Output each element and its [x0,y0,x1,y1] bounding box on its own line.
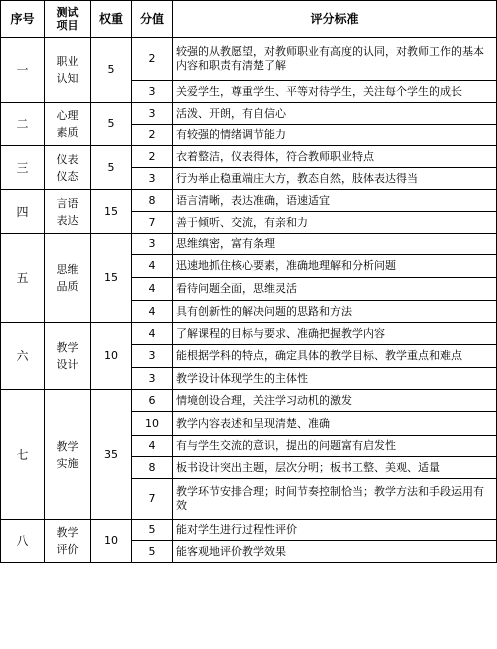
row-score: 7 [132,479,173,520]
row-criteria: 迅速地抓住核心要素，准确地理解和分析问题 [173,255,497,278]
header-index: 序号 [1,1,45,38]
section-item: 心理 素质 [45,103,91,146]
section-index: 四 [1,190,45,234]
row-score: 3 [132,234,173,255]
row-score: 2 [132,146,173,168]
section-weight: 5 [91,146,132,190]
section-item: 思维 品质 [45,234,91,323]
section-index: 六 [1,323,45,390]
row-criteria: 较强的从教愿望，对教师职业有高度的认同，对教师工作的基本内容和职责有清楚了解 [173,38,497,81]
section-item: 仪表 仪态 [45,146,91,190]
row-criteria: 能对学生进行过程性评价 [173,520,497,541]
row-criteria: 语言清晰，表达准确，语速适宜 [173,190,497,212]
rubric-row [1,38,497,81]
row-score: 5 [132,541,173,563]
row-score: 3 [132,168,173,190]
header-row [1,1,497,38]
section-item: 言语 表达 [45,190,91,234]
section-weight: 10 [91,323,132,390]
section-weight: 35 [91,390,132,520]
rubric-row [1,234,497,255]
header-weight: 权重 [91,1,132,38]
row-score: 4 [132,436,173,457]
section-weight: 10 [91,520,132,563]
header-item: 测试 项目 [45,1,91,38]
row-score: 10 [132,412,173,436]
section-weight: 15 [91,234,132,323]
row-criteria: 教学设计体现学生的主体性 [173,368,497,390]
row-criteria: 有与学生交流的意识，提出的问题富有启发性 [173,436,497,457]
section-index: 八 [1,520,45,563]
rubric-row [1,390,497,412]
rubric-row [1,146,497,168]
section-item: 教学 评价 [45,520,91,563]
row-criteria: 具有创新性的解决问题的思路和方法 [173,301,497,323]
row-score: 8 [132,457,173,479]
section-item: 教学 设计 [45,323,91,390]
section-weight: 15 [91,190,132,234]
row-score: 6 [132,390,173,412]
row-score: 3 [132,103,173,125]
row-score: 2 [132,38,173,81]
row-criteria: 了解课程的目标与要求、准确把握教学内容 [173,323,497,345]
row-criteria: 行为举止稳重端庄大方，教态自然，肢体表达得当 [173,168,497,190]
section-weight: 5 [91,38,132,103]
row-criteria: 有较强的情绪调节能力 [173,125,497,146]
row-criteria: 板书设计突出主题，层次分明；板书工整、美观、适量 [173,457,497,479]
section-index: 一 [1,38,45,103]
row-criteria: 衣着整洁，仪表得体，符合教师职业特点 [173,146,497,168]
row-criteria: 关爱学生，尊重学生、平等对待学生，关注每个学生的成长 [173,81,497,103]
row-criteria: 思维缜密，富有条理 [173,234,497,255]
section-item: 职业 认知 [45,38,91,103]
row-criteria: 看待问题全面，思维灵活 [173,278,497,301]
row-score: 4 [132,323,173,345]
rubric-row [1,190,497,212]
row-criteria: 能根据学科的特点，确定具体的教学目标、教学重点和难点 [173,345,497,368]
section-index: 二 [1,103,45,146]
header-criteria: 评分标准 [173,1,497,38]
section-item: 教学 实施 [45,390,91,520]
rubric-row [1,103,497,125]
row-criteria: 教学内容表述和呈现清楚、准确 [173,412,497,436]
section-index: 三 [1,146,45,190]
section-index: 五 [1,234,45,323]
row-score: 4 [132,301,173,323]
row-criteria: 善于倾听、交流，有亲和力 [173,212,497,234]
row-score: 5 [132,520,173,541]
row-score: 3 [132,345,173,368]
row-score: 3 [132,81,173,103]
row-score: 4 [132,278,173,301]
rubric-row [1,520,497,541]
section-index: 七 [1,390,45,520]
section-weight: 5 [91,103,132,146]
row-score: 3 [132,368,173,390]
row-criteria: 活泼、开朗，有自信心 [173,103,497,125]
row-criteria: 教学环节安排合理；时间节奏控制恰当；教学方法和手段运用有效 [173,479,497,520]
rubric-body [1,38,497,563]
row-score: 4 [132,255,173,278]
rubric-row [1,323,497,345]
row-criteria: 情境创设合理，关注学习动机的激发 [173,390,497,412]
row-score: 8 [132,190,173,212]
header-score: 分值 [132,1,173,38]
row-score: 2 [132,125,173,146]
row-score: 7 [132,212,173,234]
row-criteria: 能客观地评价教学效果 [173,541,497,563]
